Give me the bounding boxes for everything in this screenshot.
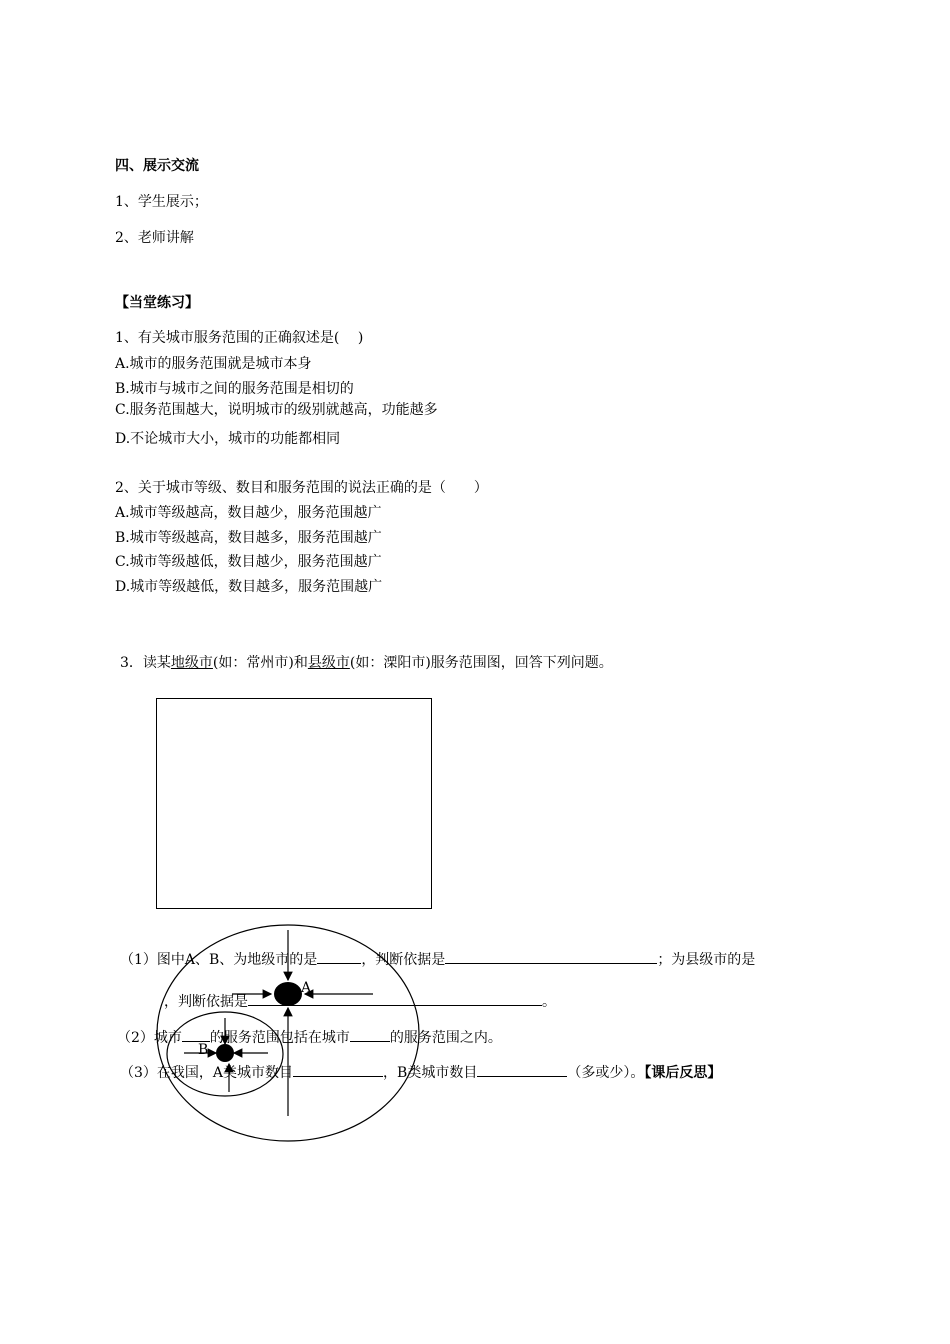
answer-blank[interactable]: [293, 1062, 383, 1077]
q1-option-a: A.城市的服务范围就是城市本身: [115, 356, 312, 372]
q2-option-a: A.城市等级越高，数目越少，服务范围越广: [115, 505, 382, 521]
q3-term-prefecture: 地级市: [170, 655, 213, 671]
q3-sub3-text-a: （3）在我国，A类城市数目: [120, 1065, 294, 1081]
answer-blank[interactable]: [182, 1027, 210, 1042]
q3-sub2-text-c: 的服务范围之内。: [389, 1030, 502, 1046]
q3-sub1-text-d: ，判断依据是: [164, 994, 248, 1010]
q3-stem-mid2: (如：溧阳市)服务范围图，回答下列问题。: [349, 655, 613, 671]
answer-blank[interactable]: [477, 1062, 567, 1077]
city-b-label: B: [198, 1042, 209, 1058]
city-a-label: A: [301, 980, 312, 996]
answer-blank[interactable]: [317, 949, 361, 964]
q3-sub1-line1: [120, 949, 755, 969]
q3-sub3-text-b: ，B类城市数目: [383, 1065, 478, 1081]
q2-stem: 2、关于城市等级、数目和服务范围的说法正确的是（ ）: [115, 480, 488, 496]
practice-heading: 【当堂练习】: [115, 295, 199, 311]
q1-option-d: D.不论城市大小，城市的功能都相同: [115, 431, 341, 447]
q3-sub1-text-a: （1）图中A、B、为地级市的是: [120, 952, 318, 968]
q3-stem-pre: 3．读某: [120, 655, 171, 671]
reflection-heading: 【课后反思】: [644, 1065, 722, 1081]
q2-option-c: C.城市等级越低，数目越少，服务范围越广: [115, 554, 382, 570]
q2-option-b: B.城市等级越高，数目越多，服务范围越广: [115, 530, 382, 546]
q3-sub2: [117, 1027, 502, 1047]
q3-stem-mid1: (如：常州市)和: [212, 655, 308, 671]
q1-option-b: B.城市与城市之间的服务范围是相切的: [115, 381, 354, 397]
q3-sub2-text-a: （2）城市: [117, 1030, 182, 1046]
q3-sub1-text-b: ，判断依据是: [361, 952, 446, 968]
section-item-1: 1、学生展示；: [115, 194, 208, 210]
q3-sub1-end: 。: [542, 994, 556, 1010]
section-item-2: 2、老师讲解: [115, 230, 194, 246]
answer-blank[interactable]: [248, 991, 542, 1006]
q3-term-county: 县级市: [307, 655, 350, 671]
q2-option-d: D.城市等级越低，数目越多，服务范围越广: [115, 579, 383, 595]
answer-blank[interactable]: [350, 1027, 390, 1042]
q3-sub3: [120, 1062, 721, 1082]
q3-sub3-text-c: （多或少）。: [567, 1065, 645, 1081]
q1-option-c: C.服务范围越大，说明城市的级别就越高，功能越多: [115, 402, 438, 418]
q3-sub2-text-b: 的服务范围包括在城市: [209, 1030, 350, 1046]
section-heading: 四、展示交流: [115, 158, 199, 174]
answer-blank[interactable]: [445, 949, 657, 964]
q1-stem: 1、有关城市服务范围的正确叙述是( ): [115, 330, 364, 346]
q3-sub1-line2: [164, 991, 556, 1011]
q3-sub1-text-c: ；为县级市的是: [657, 952, 756, 968]
